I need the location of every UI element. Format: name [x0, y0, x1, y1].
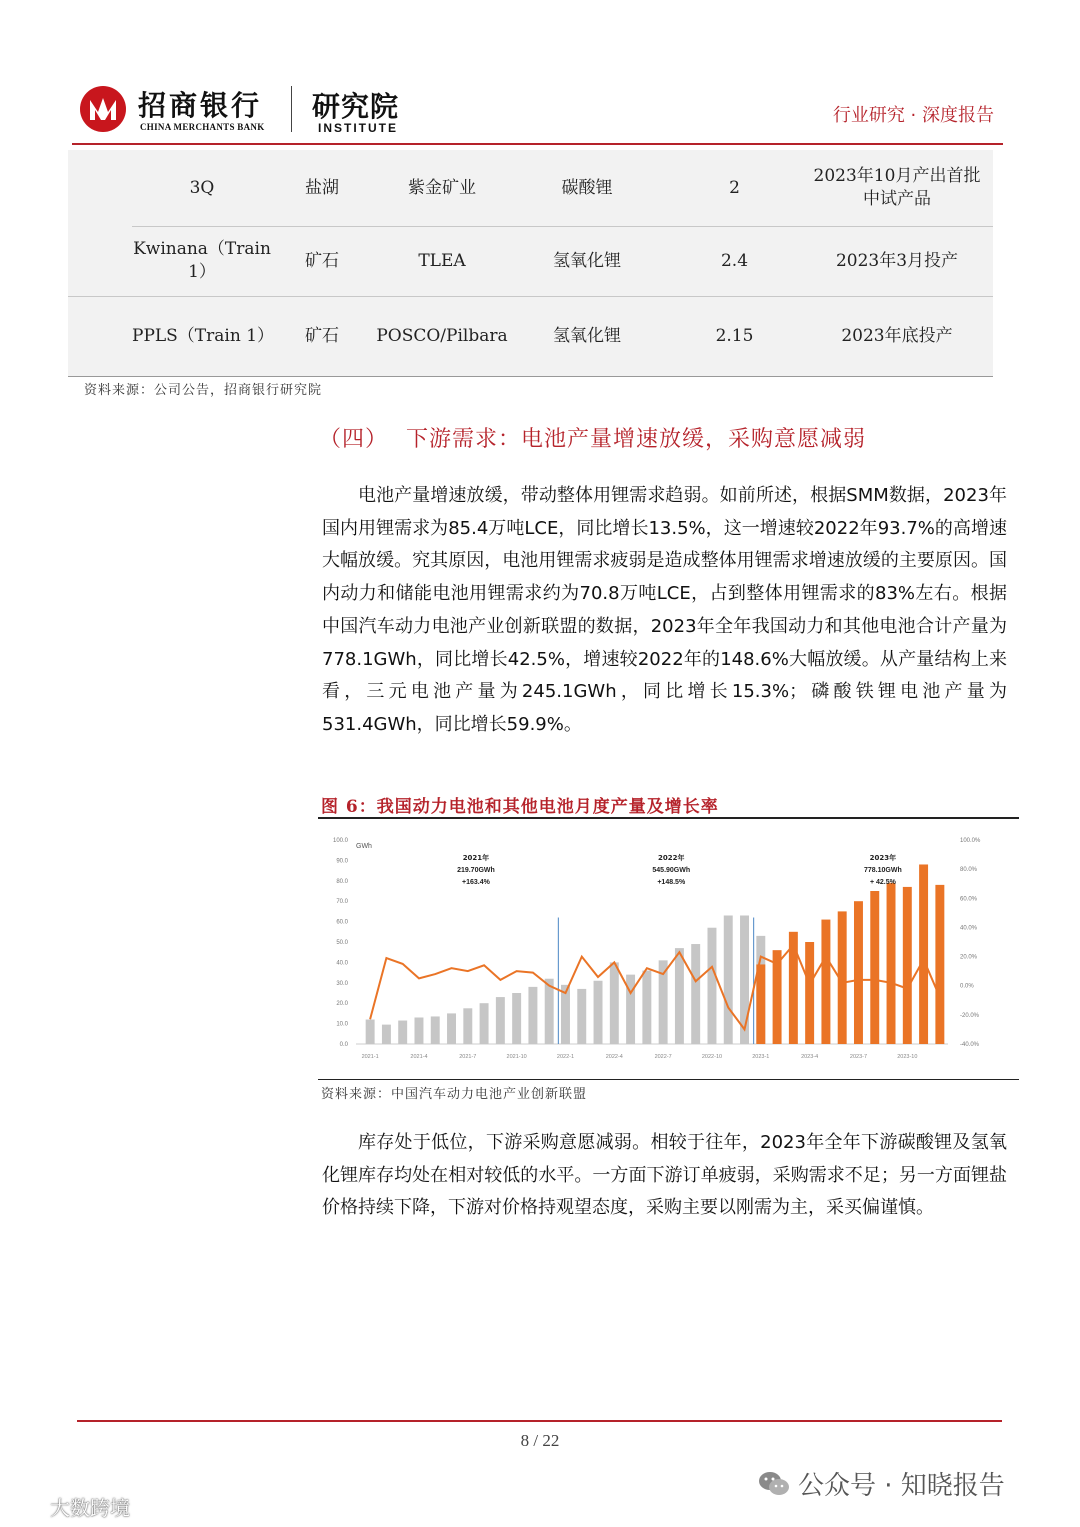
- table-cell: 2023年3月投产: [835, 250, 959, 271]
- table-cell: 3Q: [189, 177, 215, 198]
- y-left-tick-label: 40.0: [336, 960, 348, 967]
- bar-grey: [447, 1013, 456, 1044]
- annotation-value: 778.10GWh: [864, 867, 902, 874]
- page-number: [0, 1431, 1080, 1451]
- header-divider: [291, 86, 292, 132]
- annotation-year: 2022年: [658, 854, 685, 862]
- table-row: [68, 296, 993, 376]
- x-tick-label: 2022-1: [556, 1054, 575, 1060]
- annotation-growth: +148.5%: [657, 879, 686, 886]
- annotation-value: 545.90GWh: [652, 867, 691, 874]
- table-cell: 矿石: [305, 325, 339, 346]
- y-right-tick-label: 80.0%: [960, 867, 978, 874]
- table-source: 资料来源：公司公告，招商银行研究院: [84, 383, 323, 398]
- table-divider: [132, 226, 993, 227]
- y-left-tick-label: 80.0: [336, 878, 348, 885]
- bar-orange: [935, 885, 944, 1044]
- annotation-growth: +163.4%: [462, 879, 490, 886]
- bar-orange: [821, 920, 830, 1044]
- x-tick-label: 2021-1: [361, 1054, 379, 1060]
- bar-orange: [870, 891, 879, 1044]
- section-title: 下游需求：电池产量增速放缓，采购意愿减弱: [406, 427, 867, 452]
- y-right-tick-label: 60.0%: [960, 896, 978, 903]
- annotation-year: 2023年: [869, 854, 897, 862]
- bar-grey: [675, 948, 684, 1044]
- table-row: [68, 150, 993, 226]
- figure-top-rule: [318, 817, 1019, 819]
- table-cell: 碳酸锂: [561, 177, 613, 198]
- bar-grey: [512, 993, 521, 1044]
- y-left-tick-label: 20.0: [336, 1001, 348, 1008]
- bar-grey: [707, 928, 716, 1044]
- cmb-logo-icon: [78, 84, 128, 134]
- page-separator: /: [529, 1431, 543, 1450]
- bar-grey: [496, 997, 505, 1044]
- bar-orange: [919, 864, 928, 1044]
- table-cell: 2.15: [715, 325, 754, 346]
- header-rule: [72, 143, 1003, 145]
- paragraph-text: 电池产量增速放缓，带动整体用锂需求趋弱。如前所述，根据SMM数据，2023年国内用锂需求为85.4万吨LCE，同比增长13.5%，这一增速较2022年93.7%的高增速大幅放缓。究其原因，电池用锂需求疲弱是造成整体用锂需求增速放缓的主要原因。国内动力和储能电池用锂需求约为70.8万吨LCE，占到整体用锂需求的83%左右。根据中国汽车动力电池产业创新联盟的数据，2023年全年我国动力和其他电池合计产量为778.1GWh，同比增长42.5%，增速较2022年的148.6%大幅放缓。从产量结构上来看，三元电池产量为245.1GWh，同比增长15.3%；磷酸铁锂电池产量为531.4GWh，同比增长59.9%。: [322, 485, 1007, 735]
- table-row: [68, 226, 993, 296]
- figure-bottom-rule: [318, 1079, 1019, 1080]
- y-left-tick-label: 30.0: [336, 980, 348, 987]
- page-total: 22: [542, 1431, 560, 1450]
- bar-grey: [724, 915, 733, 1044]
- x-tick-label: 2021-7: [459, 1054, 477, 1060]
- bar-grey: [398, 1021, 407, 1044]
- watermark-wechat: [758, 1465, 1005, 1502]
- watermark-left-text: 大数跨境: [50, 1496, 130, 1520]
- bar-grey: [431, 1016, 440, 1044]
- y-right-tick-label: -20.0%: [960, 1012, 980, 1019]
- table-cell: 盐湖: [305, 177, 339, 198]
- annotation-growth: + 42.5%: [869, 879, 896, 886]
- y-right-tick-label: 40.0%: [960, 925, 978, 932]
- table-cell: 氢氧化锂: [553, 250, 621, 271]
- x-tick-label: 2023-1: [752, 1054, 770, 1060]
- y-left-tick-label: 60.0: [336, 919, 348, 926]
- table-cell: TLEA: [418, 250, 466, 271]
- annotation-year: 2021年: [462, 854, 490, 862]
- bar-grey: [528, 987, 537, 1044]
- body-paragraph: [322, 1127, 1007, 1225]
- section-heading: [319, 422, 866, 453]
- bar-orange: [903, 887, 912, 1044]
- page-current: 8: [520, 1431, 530, 1450]
- x-tick-label: 2021-10: [506, 1054, 527, 1060]
- annotation-value: 219.70GWh: [457, 867, 495, 874]
- y-left-tick-label: 50.0: [336, 940, 348, 946]
- watermark-right-text: 公众号 · 知晓报告: [798, 1471, 1005, 1501]
- table-cell: 2023年10月产出首批中试产品: [813, 166, 981, 209]
- y-left-tick-label: 90.0: [336, 858, 348, 865]
- institute-name-en: INSTITUTE: [318, 121, 398, 135]
- x-tick-label: 2022-10: [701, 1054, 723, 1060]
- bar-grey: [577, 989, 586, 1044]
- y-right-tick-label: -40.0%: [960, 1042, 980, 1048]
- table-bottom-rule: [68, 376, 993, 377]
- bar-grey: [642, 971, 651, 1044]
- y-right-tick-label: 100.0%: [960, 838, 981, 844]
- bar-grey: [610, 962, 619, 1044]
- bar-grey: [594, 981, 603, 1044]
- table-cell: PPLS（Train 1）: [132, 325, 275, 346]
- institute-name-cn: 研究院: [312, 90, 400, 123]
- bar-grey: [366, 1020, 375, 1044]
- table-cell: 2: [729, 177, 740, 198]
- table-cell: POSCO/Pilbara: [376, 325, 508, 346]
- table-cell: 矿石: [305, 250, 339, 271]
- y-unit-label: GWh: [356, 843, 372, 850]
- y-left-tick-label: 10.0: [336, 1021, 348, 1028]
- bar-grey: [382, 1025, 391, 1044]
- x-tick-label: 2023-4: [801, 1054, 819, 1060]
- production-chart: [320, 822, 1010, 1076]
- watermark-left: [8, 1492, 130, 1521]
- y-right-tick-label: 0.0%: [960, 983, 974, 990]
- bar-orange: [805, 942, 814, 1044]
- brand-mark-icon: [8, 1496, 44, 1518]
- figure-title: 图 6：我国动力电池和其他电池月度产量及增长率: [321, 797, 719, 817]
- bar-grey: [480, 1003, 489, 1044]
- x-tick-label: 2023-10: [897, 1054, 918, 1060]
- table-cell: 2023年底投产: [841, 325, 953, 346]
- wechat-icon: [758, 1470, 790, 1498]
- table-cell: 氢氧化锂: [553, 325, 621, 346]
- x-tick-label: 2022-7: [654, 1054, 672, 1060]
- bar-grey: [463, 1008, 472, 1044]
- project-table: [68, 150, 993, 376]
- body-paragraph: [322, 480, 1007, 742]
- bar-orange: [887, 883, 896, 1044]
- footer-rule: [77, 1420, 1002, 1422]
- table-cell: Kwinana（Train 1）: [133, 239, 271, 282]
- bar-orange: [756, 964, 765, 1044]
- y-left-tick-label: 0.0: [339, 1042, 348, 1048]
- report-type-label: 行业研究 · 深度报告: [832, 105, 994, 126]
- x-tick-label: 2021-4: [410, 1054, 428, 1060]
- paragraph-text: 库存处于低位，下游采购意愿减弱。相较于往年，2023年全年下游碳酸锂及氢氧化锂库存均处在相对较低的水平。一方面下游订单疲弱，采购需求不足；另一方面锂盐价格持续下降，下游对价格持观望态度，采购主要以刚需为主，采买偏谨慎。: [322, 1132, 1007, 1219]
- bar-orange: [854, 901, 863, 1044]
- bar-grey: [545, 979, 554, 1044]
- bar-grey: [691, 944, 700, 1044]
- table-cell: 紫金矿业: [408, 177, 476, 198]
- x-tick-label: 2023-7: [849, 1054, 868, 1060]
- x-tick-label: 2022-4: [605, 1054, 623, 1060]
- section-number: （四）: [319, 427, 389, 452]
- bank-name-en: CHINA MERCHANTS BANK: [140, 122, 265, 132]
- figure-source: 资料来源：中国汽车动力电池产业创新联盟: [321, 1087, 588, 1102]
- bank-name-cn: 招商银行: [138, 89, 263, 122]
- y-left-tick-label: 70.0: [336, 899, 348, 906]
- table-cell: 2.4: [720, 250, 749, 271]
- bar-grey: [414, 1017, 423, 1044]
- y-left-tick-label: 100.0: [332, 838, 348, 844]
- table-divider: [68, 296, 993, 297]
- y-right-tick-label: 20.0%: [960, 954, 978, 961]
